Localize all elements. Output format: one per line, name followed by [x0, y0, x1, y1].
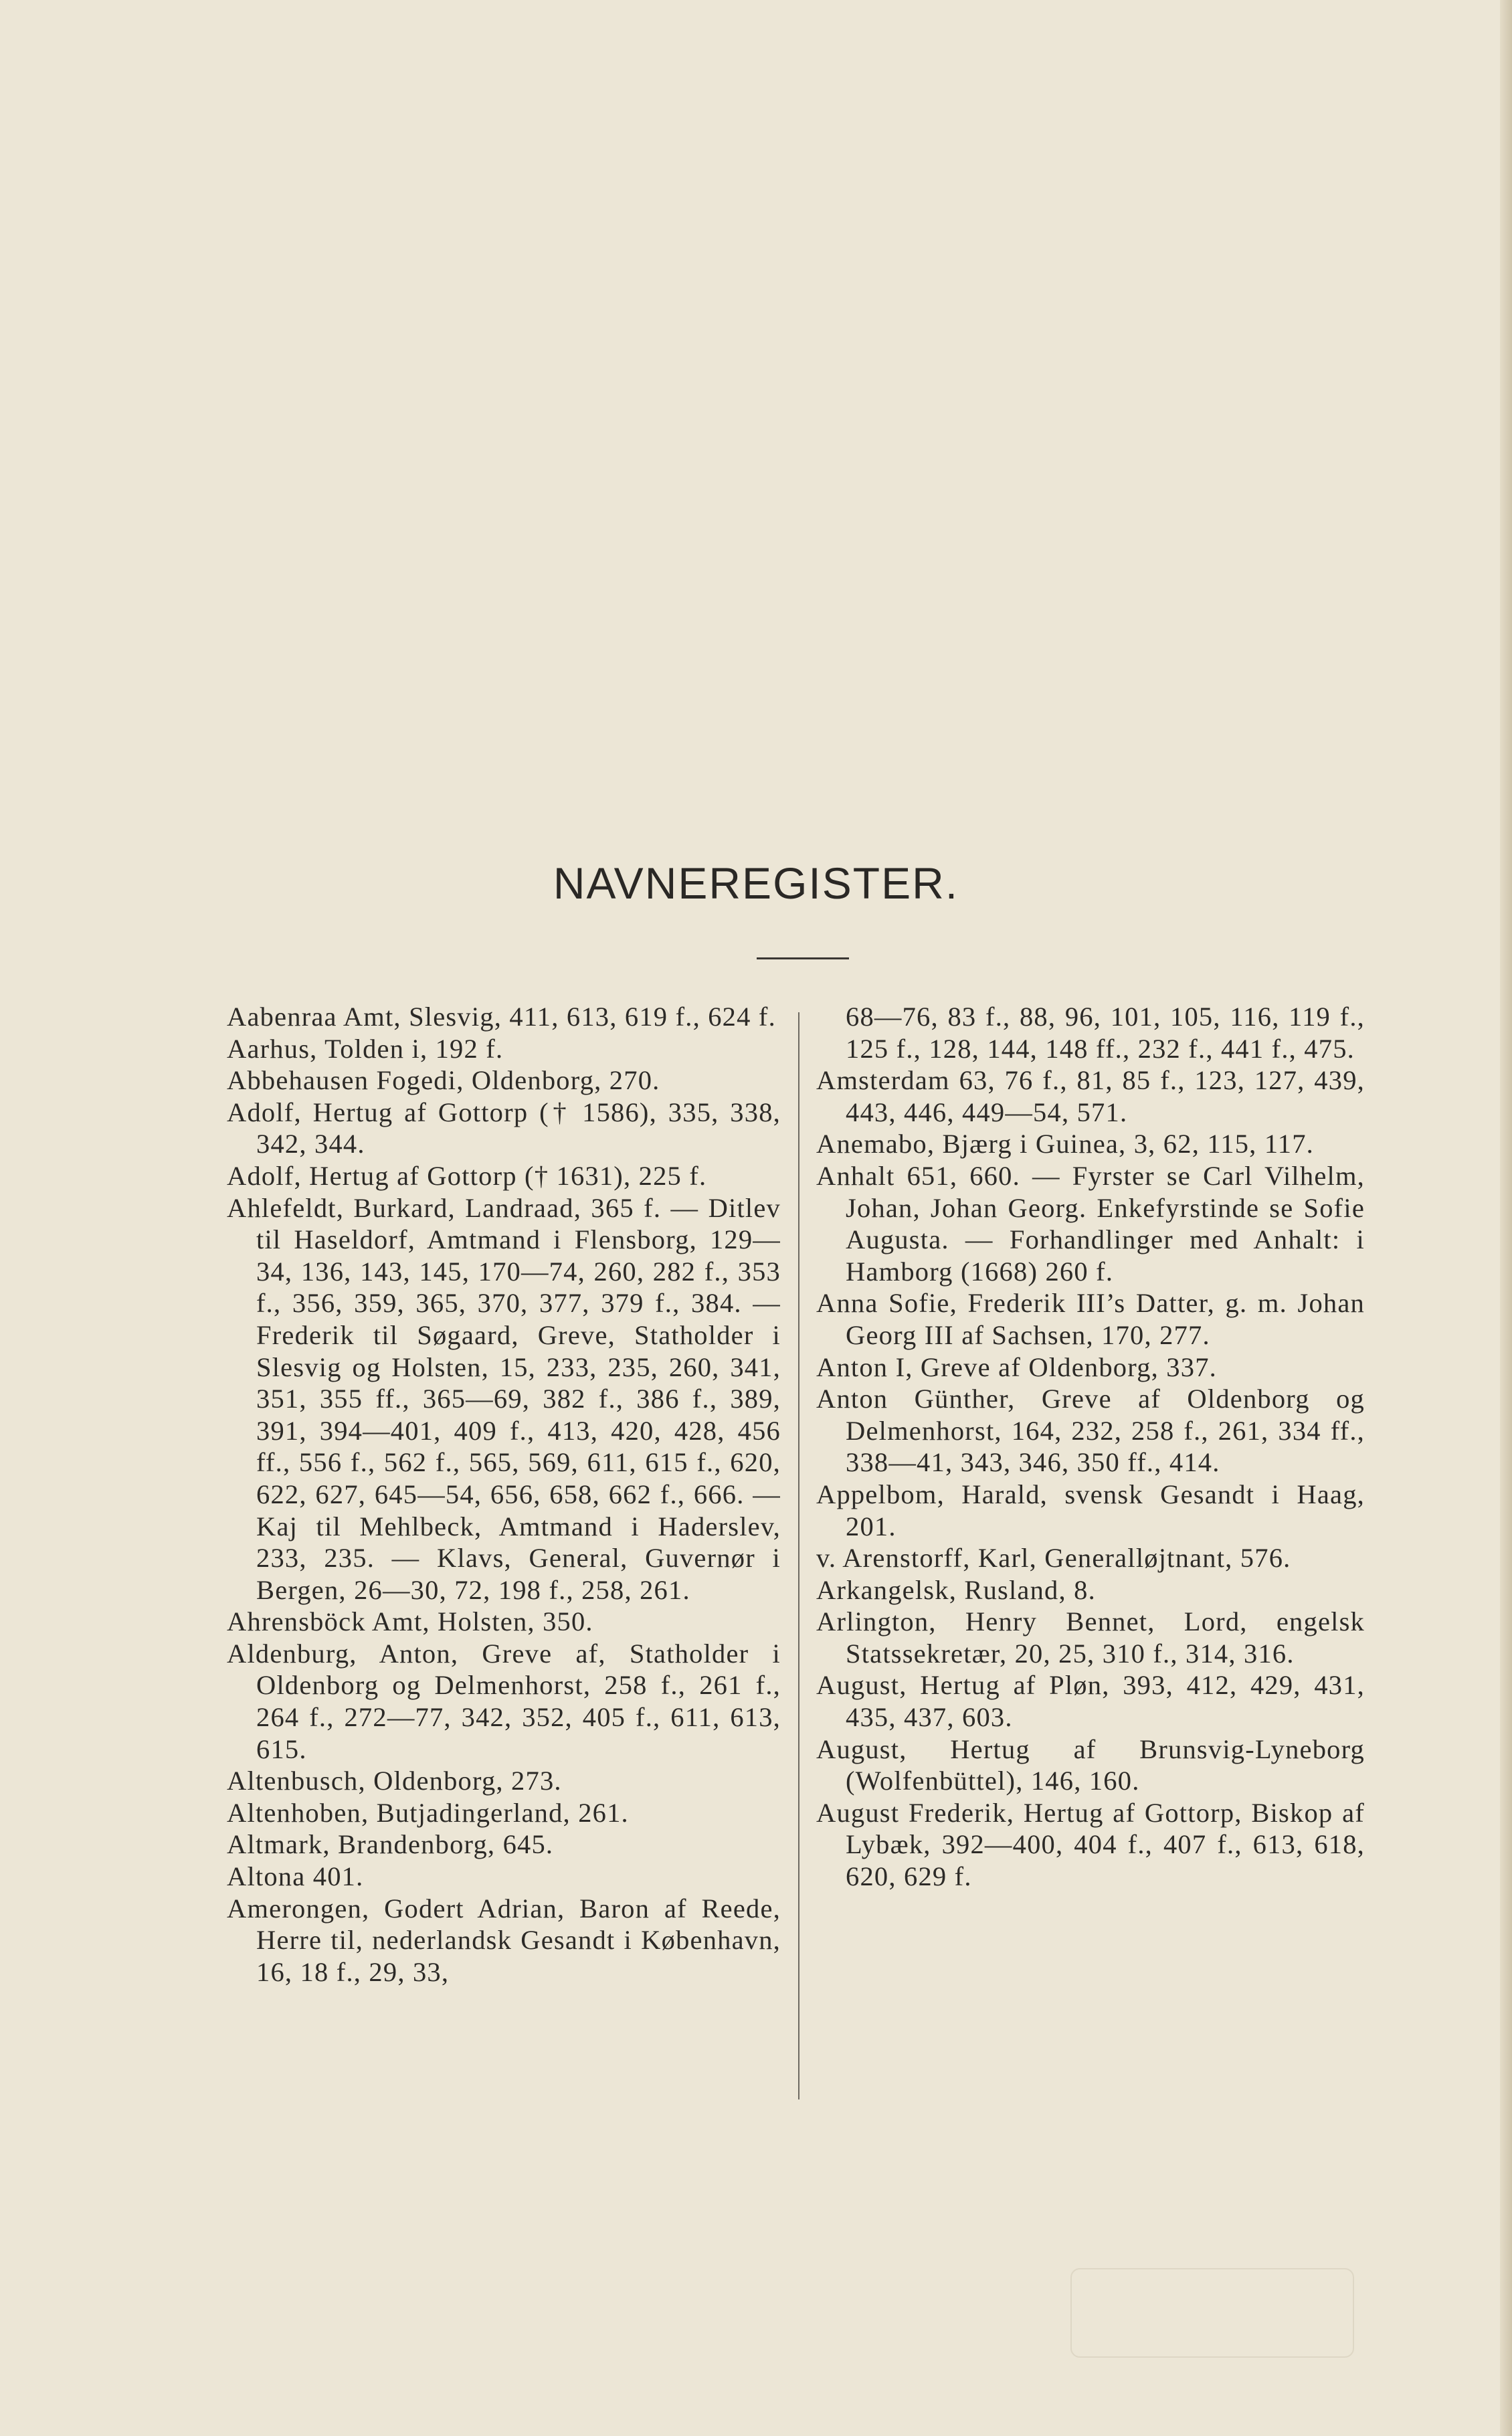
index-entry: Anemabo, Bjærg i Guinea, 3, 62, 115, 117. [816, 1129, 1315, 1159]
index-entry: Aldenburg, Anton, Greve af, Statholder i Oldenborg og Delmenhorst, 258 f., 261 f., 264 f., 272—77, 342, 352, 405 f., 611, 613, 615. [227, 1638, 781, 1764]
index-column-left [227, 1001, 781, 1988]
index-entry: Anton I, Greve af Oldenborg, 337. [816, 1351, 1217, 1382]
index-entry: Appelbom, Harald, svensk Gesandt i Haag, 201. [816, 1479, 1365, 1541]
index-entry: Arlington, Henry Bennet, Lord, engelsk Statssekretær, 20, 25, 310 f., 314, 316. [816, 1606, 1365, 1669]
index-entry: Abbehausen Fogedi, Oldenborg, 270. [227, 1065, 660, 1096]
page-edge [1500, 0, 1512, 2436]
index-entry: Arkangelsk, Rusland, 8. [816, 1574, 1096, 1605]
index-entry: August Frederik, Hertug af Gottorp, Biskop af Lybæk, 392—400, 404 f., 407 f., 613, 618, 620, 629 f. [816, 1797, 1365, 1892]
index-entry: Adolf, Hertug af Gottorp († 1586), 335, 338, 342, 344. [227, 1097, 781, 1159]
index-entry: Anhalt 651, 660. — Fyrster se Carl Vilhelm, Johan, Johan Georg. Enkefyrstinde se Sofie Augusta. — Forhandlinger med Anhalt: i Hamborg (1668) 260 f. [816, 1160, 1365, 1287]
index-entry: Altenbusch, Oldenborg, 273. [227, 1766, 562, 1796]
index-entry: Altenhoben, Butjadingerland, 261. [227, 1797, 629, 1828]
index-entry: August, Hertug af Brunsvig-Lyneborg (Wolfenbüttel), 146, 160. [816, 1734, 1365, 1796]
index-entry: Amerongen, Godert Adrian, Baron af Reede, Herre til, nederlandsk Gesandt i København, 16, 18 f., 29, 33, [227, 1893, 781, 1987]
faint-stamp-mark [1070, 2268, 1354, 2358]
index-entry: Anna Sofie, Frederik III’s Datter, g. m. Johan Georg III af Sachsen, 170, 277. [816, 1288, 1365, 1350]
index-entry: Altona 401. [227, 1861, 364, 1892]
index-entry: Ahlefeldt, Burkard, Landraad, 365 f. — Ditlev til Haseldorf, Amtmand i Flensborg, 129—34, 136, 143, 145, 170—74, 260, 282 f., 353 f., 356, 359, 365, 370, 377, 379 f., 384. — Frederik til Søgaard, Greve, Statholder i Slesvig og Holsten, 15, 233, 235, 260, 341, 351, 355 ff., 365—69, 382 f., 386 f., 389, 391, 394—401, 409 f., 413, 420, 428, 456 ff., 556 f., 562 f., 565, 569, 611, 615 f., 620, 622, 627, 645—54, 656, 658, 662 f., 666. — Kaj til Mehlbeck, Amtmand i Haderslev, 233, 235. — Klavs, General, Guvernør i Bergen, 26—30, 72, 198 f., 258, 261. [227, 1192, 781, 1605]
index-entry: Amsterdam 63, 76 f., 81, 85 f., 123, 127, 439, 443, 446, 449—54, 571. [816, 1065, 1365, 1127]
column-divider [798, 1012, 799, 2099]
index-entry: Adolf, Hertug af Gottorp († 1631), 225 f. [227, 1160, 707, 1191]
index-entry: v. Arenstorff, Karl, Generalløjtnant, 576. [816, 1543, 1291, 1574]
index-entry: Altmark, Brandenborg, 645. [227, 1829, 554, 1860]
index-entry: Ahrensböck Amt, Holsten, 350. [227, 1606, 593, 1637]
index-entry: Aarhus, Tolden i, 192 f. [227, 1033, 504, 1064]
index-entry: August, Hertug af Pløn, 393, 412, 429, 431, 435, 437, 603. [816, 1670, 1365, 1733]
index-entry: Aabenraa Amt, Slesvig, 411, 613, 619 f., 624 f. [227, 1002, 776, 1032]
index-entry-continuation: 68—76, 83 f., 88, 96, 101, 105, 116, 119 f., 125 f., 128, 144, 148 ff., 232 f., 441 f., 475. [846, 1002, 1365, 1064]
index-column-right [816, 1001, 1365, 1893]
index-entry: Anton Günther, Greve af Oldenborg og Delmenhorst, 164, 232, 258 f., 261, 334 ff., 338—41, 343, 346, 350 ff., 414. [816, 1384, 1365, 1478]
page-title: NAVNEREGISTER. [553, 858, 959, 908]
title-rule [757, 957, 849, 959]
